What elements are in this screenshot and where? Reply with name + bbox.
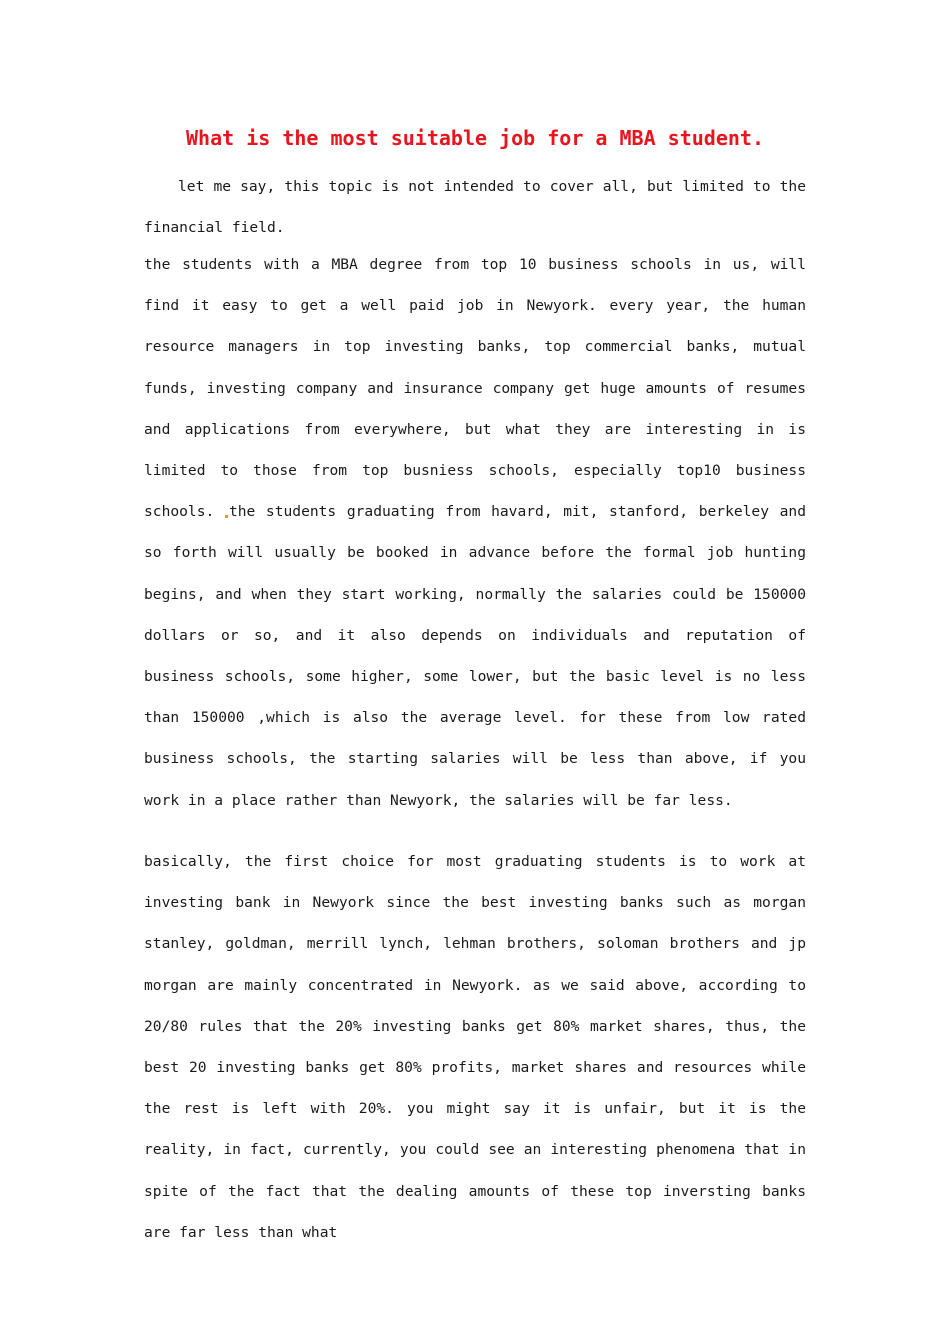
- paragraph-intro: let me say, this topic is not intended to cover all, but limited to the financial field.: [144, 178, 806, 237]
- document-title: What is the most suitable job for a MBA student.: [186, 126, 764, 150]
- paragraph-salaries-part-1: the students with a MBA degree from top 10 business schools in us, will find it easy to get a well paid job in Newyork. every year, the human resource managers in top investing banks, top commercial banks, mutual funds, investing company and insurance company get huge amounts of resumes and applications from everywhere, but what they are interesting in is limited to those from top busniess schools, especially top10 business schools.: [144, 256, 806, 521]
- paragraph-salaries: [144, 244, 806, 821]
- paragraph-investing-banks: basically, the first choice for most graduating students is to work at investing bank in Newyork since the best investing banks such as morgan stanley, goldman, merrill lynch, lehman brothers, soloman brothers and jp morgan are mainly concentrated in Newyork. as we said above, according to 20/80 rules that the 20% investing banks get 80% market shares, thus, the best 20 investing banks get 80% profits, market shares and resources while the rest is left with 20%. you might say it is unfair, but it is the reality, in fact, currently, you could see an interesting phenomena that in spite of the fact that the dealing amounts of these top inversting banks are far less than what: [144, 853, 806, 1241]
- paragraph-salaries-part-2: the students graduating from havard, mit, stanford, berkeley and so forth will usually be booked in advance before the formal job hunting begins, and when they start working, normally the salaries could be 150000 dollars or so, and it also depends on individuals and reputation of business schools, some higher, some lower, but the basic level is no less than 150000 ,which is also the average level. for these from low rated business schools, the starting salaries will be less than above, if you work in a place rather than Newyork, the salaries will be far less.: [144, 503, 806, 809]
- edit-marker: [225, 515, 228, 518]
